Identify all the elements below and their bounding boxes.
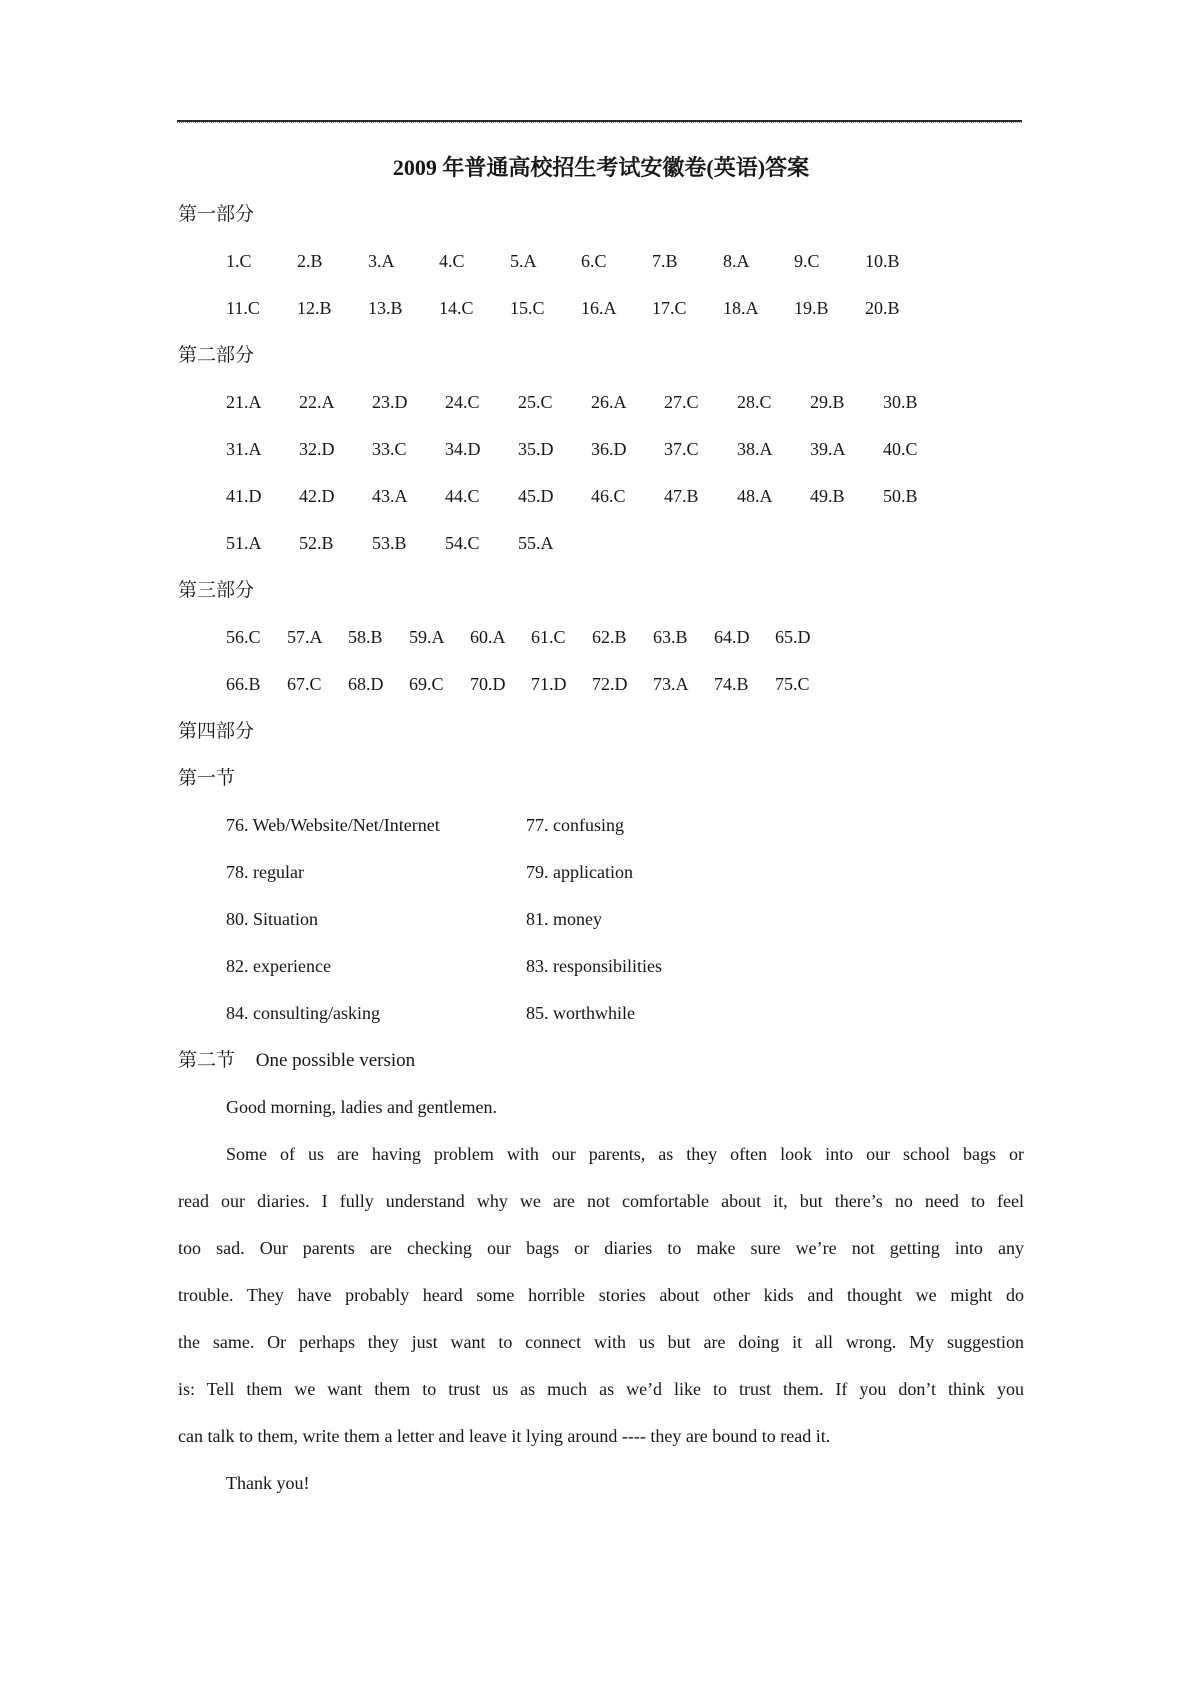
answer-row-51-55 xyxy=(178,520,1024,567)
answer-cell: 42.D xyxy=(299,486,335,506)
answer-cell: 46.C xyxy=(591,486,626,506)
answer-cell: 6.C xyxy=(581,251,607,271)
answer-cell: 29.B xyxy=(810,392,845,412)
answer-cell: 24.C xyxy=(445,392,480,412)
answer-cell: 20.B xyxy=(865,298,900,318)
fill-row-78-79 xyxy=(178,849,1024,896)
answer-cell: 52.B xyxy=(299,533,334,553)
fill-answer: 80. Situation xyxy=(226,909,319,929)
fill-answer: 76. Web/Website/Net/Internet xyxy=(226,815,440,835)
answer-cell: 49.B xyxy=(810,486,845,506)
fill-answer: 78. regular xyxy=(226,862,304,882)
answer-cell: 33.C xyxy=(372,439,407,459)
answer-cell: 62.B xyxy=(592,627,627,647)
essay-greeting: Good morning, ladies and gentlemen. xyxy=(226,1097,497,1117)
answer-cell: 2.B xyxy=(297,251,323,271)
answer-cell: 51.A xyxy=(226,533,262,553)
document-title: 2009 年普通高校招生考试安徽卷(英语)答案 xyxy=(392,155,810,180)
fill-row-76-77 xyxy=(178,802,1024,849)
answer-cell: 14.C xyxy=(439,298,474,318)
answer-cell: 32.D xyxy=(299,439,335,459)
answer-cell: 16.A xyxy=(581,298,617,318)
answer-cell: 38.A xyxy=(737,439,773,459)
answer-cell: 74.B xyxy=(714,674,749,694)
answer-cell: 31.A xyxy=(226,439,262,459)
fill-answer: 83. responsibilities xyxy=(526,956,662,976)
essay-line: can talk to them, write them a letter and leave it lying around ---- they are bound to read it. xyxy=(178,1426,831,1446)
answer-cell: 71.D xyxy=(531,674,567,694)
fill-row-82-83 xyxy=(178,943,1024,990)
answer-cell: 55.A xyxy=(518,533,554,553)
header-rule xyxy=(177,120,1022,123)
answer-cell: 40.C xyxy=(883,439,918,459)
answer-cell: 39.A xyxy=(810,439,846,459)
essay-line: is: Tell them we want them to trust us as much as we’d like to trust them. If you don’t think you xyxy=(178,1379,1024,1399)
answer-row-31-40 xyxy=(178,426,1024,473)
answer-cell: 68.D xyxy=(348,674,384,694)
part3-heading: 第三部分 xyxy=(178,580,255,601)
answer-cell: 25.C xyxy=(518,392,553,412)
answer-cell: 1.C xyxy=(226,251,252,271)
answer-cell: 4.C xyxy=(439,251,465,271)
fill-answer: 81. money xyxy=(526,909,602,929)
fill-row-80-81 xyxy=(178,896,1024,943)
answer-cell: 28.C xyxy=(737,392,772,412)
answer-cell: 44.C xyxy=(445,486,480,506)
answer-cell: 27.C xyxy=(664,392,699,412)
part4-section1-heading: 第一节 xyxy=(178,768,236,789)
answer-cell: 57.A xyxy=(287,627,323,647)
essay-line: read our diaries. I fully understand why we are not comfortable about it, but there’s no need to feel xyxy=(178,1191,1024,1211)
answer-cell: 18.A xyxy=(723,298,759,318)
section2-subtitle: One possible version xyxy=(255,1050,416,1071)
answer-cell: 37.C xyxy=(664,439,699,459)
answer-row-56-65 xyxy=(178,614,1024,661)
answer-cell: 66.B xyxy=(226,674,261,694)
answer-cell: 53.B xyxy=(372,533,407,553)
answer-cell: 35.D xyxy=(518,439,554,459)
answer-cell: 58.B xyxy=(348,627,383,647)
part2-heading: 第二部分 xyxy=(178,345,255,366)
answer-cell: 17.C xyxy=(652,298,687,318)
answer-cell: 73.A xyxy=(653,674,689,694)
essay-closing: Thank you! xyxy=(226,1473,310,1493)
answer-row-66-75 xyxy=(178,661,1024,708)
answer-cell: 41.D xyxy=(226,486,262,506)
answer-cell: 15.C xyxy=(510,298,545,318)
answer-cell: 59.A xyxy=(409,627,445,647)
section2-label: 第二节 xyxy=(178,1050,236,1071)
answer-row-21-30 xyxy=(178,379,1024,426)
essay-line: the same. Or perhaps they just want to connect with us but are doing it all wrong. My suggestion xyxy=(178,1332,1024,1352)
answer-cell: 61.C xyxy=(531,627,566,647)
answer-cell: 60.A xyxy=(470,627,506,647)
answer-cell: 75.C xyxy=(775,674,810,694)
answer-cell: 70.D xyxy=(470,674,506,694)
answer-cell: 26.A xyxy=(591,392,627,412)
answer-cell: 63.B xyxy=(653,627,688,647)
answer-cell: 69.C xyxy=(409,674,444,694)
answer-cell: 19.B xyxy=(794,298,829,318)
answer-cell: 48.A xyxy=(737,486,773,506)
answer-cell: 36.D xyxy=(591,439,627,459)
answer-cell: 12.B xyxy=(297,298,332,318)
part1-heading: 第一部分 xyxy=(178,204,255,225)
answer-cell: 5.A xyxy=(510,251,537,271)
document-content xyxy=(178,144,1024,1507)
answer-row-41-50 xyxy=(178,473,1024,520)
answer-cell: 64.D xyxy=(714,627,750,647)
essay-line: trouble. They have probably heard some horrible stories about other kids and thought we might do xyxy=(178,1285,1024,1305)
answer-cell: 21.A xyxy=(226,392,262,412)
answer-cell: 22.A xyxy=(299,392,335,412)
answer-cell: 23.D xyxy=(372,392,408,412)
essay-line: Some of us are having problem with our parents, as they often look into our school bags or xyxy=(226,1144,1024,1164)
answer-cell: 9.C xyxy=(794,251,820,271)
answer-cell: 72.D xyxy=(592,674,628,694)
answer-cell: 54.C xyxy=(445,533,480,553)
answer-cell: 10.B xyxy=(865,251,900,271)
answer-cell: 65.D xyxy=(775,627,811,647)
answer-cell: 45.D xyxy=(518,486,554,506)
answer-cell: 8.A xyxy=(723,251,750,271)
answer-cell: 43.A xyxy=(372,486,408,506)
answer-cell: 34.D xyxy=(445,439,481,459)
fill-answer: 77. confusing xyxy=(526,815,624,835)
answer-cell: 47.B xyxy=(664,486,699,506)
answer-row-11-20 xyxy=(178,285,1024,332)
answer-cell: 50.B xyxy=(883,486,918,506)
part4-heading: 第四部分 xyxy=(178,721,255,742)
answer-cell: 3.A xyxy=(368,251,395,271)
answer-cell: 30.B xyxy=(883,392,918,412)
essay-line: too sad. Our parents are checking our bags or diaries to make sure we’re not getting into any xyxy=(178,1238,1024,1258)
answer-cell: 67.C xyxy=(287,674,322,694)
answer-cell: 7.B xyxy=(652,251,678,271)
fill-answer: 79. application xyxy=(526,862,633,882)
fill-answer: 84. consulting/asking xyxy=(226,1003,380,1023)
part4-section2-heading xyxy=(178,1037,1024,1084)
answer-cell: 13.B xyxy=(368,298,403,318)
answer-cell: 11.C xyxy=(226,298,260,318)
fill-answer: 82. experience xyxy=(226,956,331,976)
answer-row-1-10 xyxy=(178,238,1024,285)
answer-cell: 56.C xyxy=(226,627,261,647)
fill-answer: 85. worthwhile xyxy=(526,1003,635,1023)
fill-row-84-85 xyxy=(178,990,1024,1037)
